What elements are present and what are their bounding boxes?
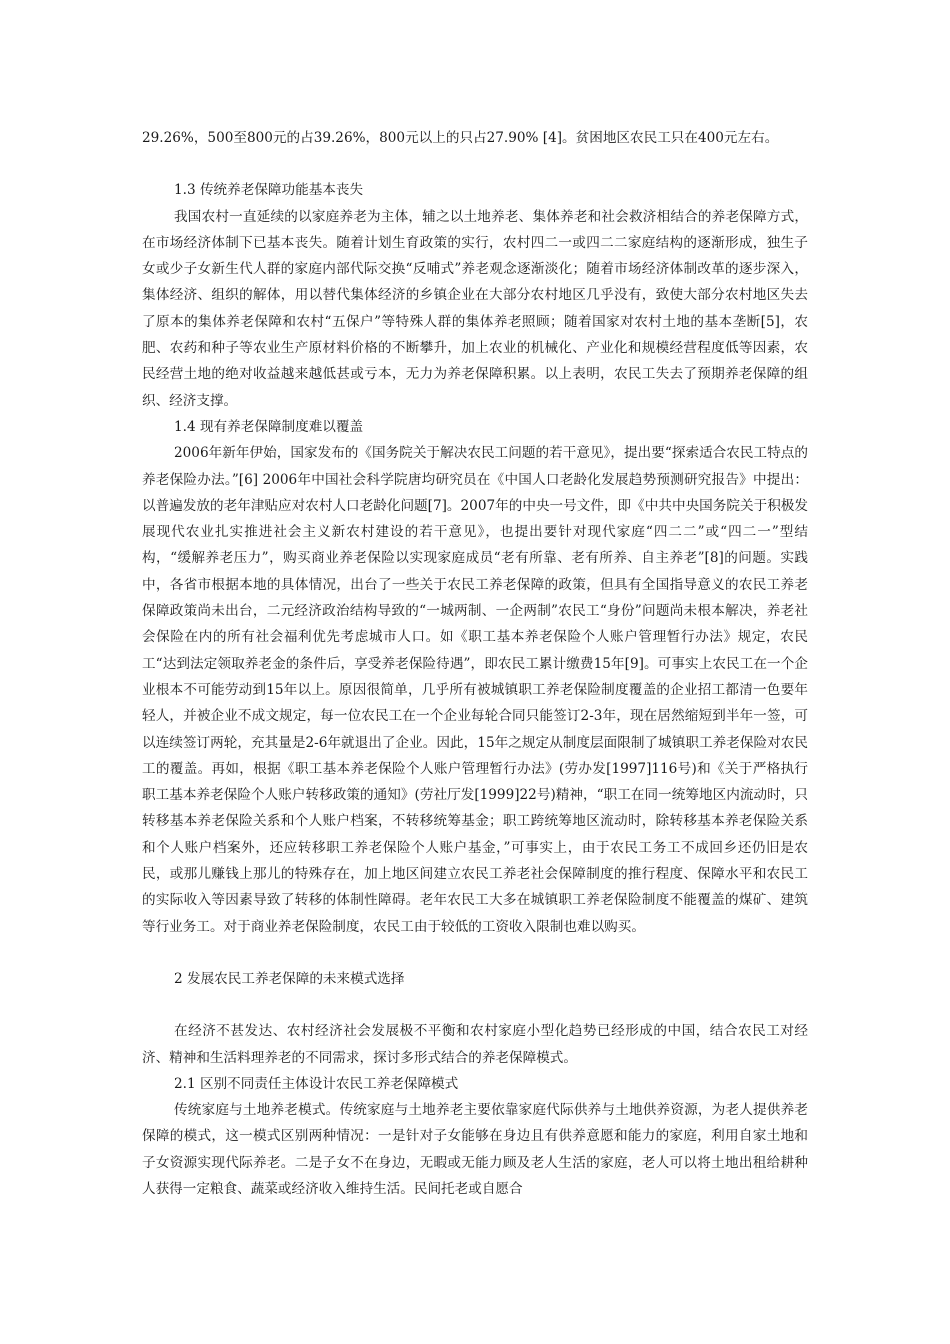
section-heading-1-3: 1.3 传统养老保障功能基本丧失: [174, 182, 364, 199]
spacer: [142, 151, 808, 177]
paragraph-2: 在经济不甚发达、农村经济社会发展极不平衡和农村家庭小型化趋势已经形成的中国，结合农民工对经济、精神和生活料理养老的不同需求，探讨多形式结合的养老保障模式。: [142, 1023, 808, 1066]
section-heading-2: 2 发展农民工养老保障的未来模式选择: [174, 970, 405, 987]
spacer: [142, 940, 808, 966]
paragraph-intro: 29.26%，500至800元的占39.26%，800元以上的只占27.90% [4]。贫困地区农民工只在400元左右。: [142, 130, 779, 146]
paragraph-1-4: 2006年新年伊始，国家发布的《国务院关于解决农民工问题的若干意见》，提出要“探索适合农民工特点的养老保险办法。”[6] 2006年中国社会科学院唐均研究员在《中国人口老龄化发展趋势预测研究报告》中提出：以普遍发放的老年津贴应对农村人口老龄化问题[7]。2007年的中央一号文件，即《中共中央国务院关于积极发展现代农业扎实推进社会主义新农村建设的若干意见》，也提出要针对现代家庭“四二二”或“四二一”型结构，“缓解养老压力”，购买商业养老保险以实现家庭成员“老有所靠、老有所养、自主养老”[8]的问题。实践中，各省市根据本地的具体情况，出台了一些关于农民工养老保障的政策，但具有全国指导意义的农民工养老保障政策尚未出台，二元经济政治结构导致的“一城两制、一企两制”农民工“身份”问题尚未根本解决，养老社会保险在内的所有社会福利优先考虑城市人口。如《职工基本养老保险个人账户管理暂行办法》规定，农民工“达到法定领取养老金的条件后，享受养老保险待遇”，即农民工累计缴费15年[9]。可事实上农民工在一个企业根本不可能劳动到15年以上。原因很简单，几乎所有被城镇职工养老保险制度覆盖的企业招工都清一色要年轻人，并被企业不成文规定，每一位农民工在一个企业每轮合同只能签订2-3年，现在居然缩短到半年一签，可以连续签订两轮，充其量是2-6年就退出了企业。因此，15年之规定从制度层面限制了城镇职工养老保险对农民工的覆盖。再如，根据《职工基本养老保险个人账户管理暂行办法》(劳办发[1997]116号)和《关于严格执行职工基本养老保险个人账户转移政策的通知》(劳社厅发[1999]22号)精神，“职工在同一统筹地区内流动时，只转移基本养老保险关系和个人账户档案，不转移统筹基金；职工跨统筹地区流动时，除转移基本养老保险关系和个人账户档案外，还应转移职工养老保险个人账户基金，”可事实上，由于农民工务工不成回乡还仍旧是农民，或那儿赚钱上那儿的特殊存在，加上地区间建立农民工养老社会保障制度的推行程度、保障水平和农民工的实际收入等因素导致了转移的体制性障碍。老年农民工大多在城镇职工养老保险制度不能覆盖的煤矿、建筑等行业务工。对于商业养老保险制度，农民工由于较低的工资收入限制也难以购买。: [142, 445, 808, 935]
document-body: [142, 125, 808, 1202]
paragraph-1-3: 我国农村一直延续的以家庭养老为主体，辅之以土地养老、集体养老和社会救济相结合的养老保障方式，在市场经济体制下已基本丧失。随着计划生育政策的实行，农村四二一或四二二家庭结构的逐渐形成，独生子女或少子女新生代人群的家庭内部代际交换“反哺式”养老观念逐渐淡化；随着市场经济体制改革的逐步深入，集体经济、组织的解体，用以替代集体经济的乡镇企业在大部分农村地区几乎没有，致使大部分农村地区失去了原本的集体养老保障和农村“五保户”等特殊人群的集体养老照顾；随着国家对农村土地的基本垄断[5]，农肥、农药和种子等农业生产原材料价格的不断攀升，加上农业的机械化、产业化和规模经营程度低等因素，农民经营土地的绝对收益越来越低甚或亏本，无力为养老保障积累。以上表明，农民工失去了预期养老保障的组织、经济支撑。: [142, 208, 808, 409]
spacer: [142, 992, 808, 1018]
section-heading-1-4: 1.4 现有养老保障制度难以覆盖: [174, 418, 364, 435]
section-heading-2-1: 2.1 区别不同责任主体设计农民工养老保障模式: [174, 1075, 459, 1092]
paragraph-2-1: 传统家庭与土地养老模式。传统家庭与土地养老主要依靠家庭代际供养与土地供养资源，为老人提供养老保障的模式，这一模式区别两种情况：一是针对子女能够在身边且有供养意愿和能力的家庭，利用自家土地和子女资源实现代际养老。二是子女不在身边，无暇或无能力顾及老人生活的家庭，老人可以将土地出租给耕种人获得一定粮食、蔬菜或经济收入维持生活。民间托老或自愿合: [142, 1102, 808, 1197]
